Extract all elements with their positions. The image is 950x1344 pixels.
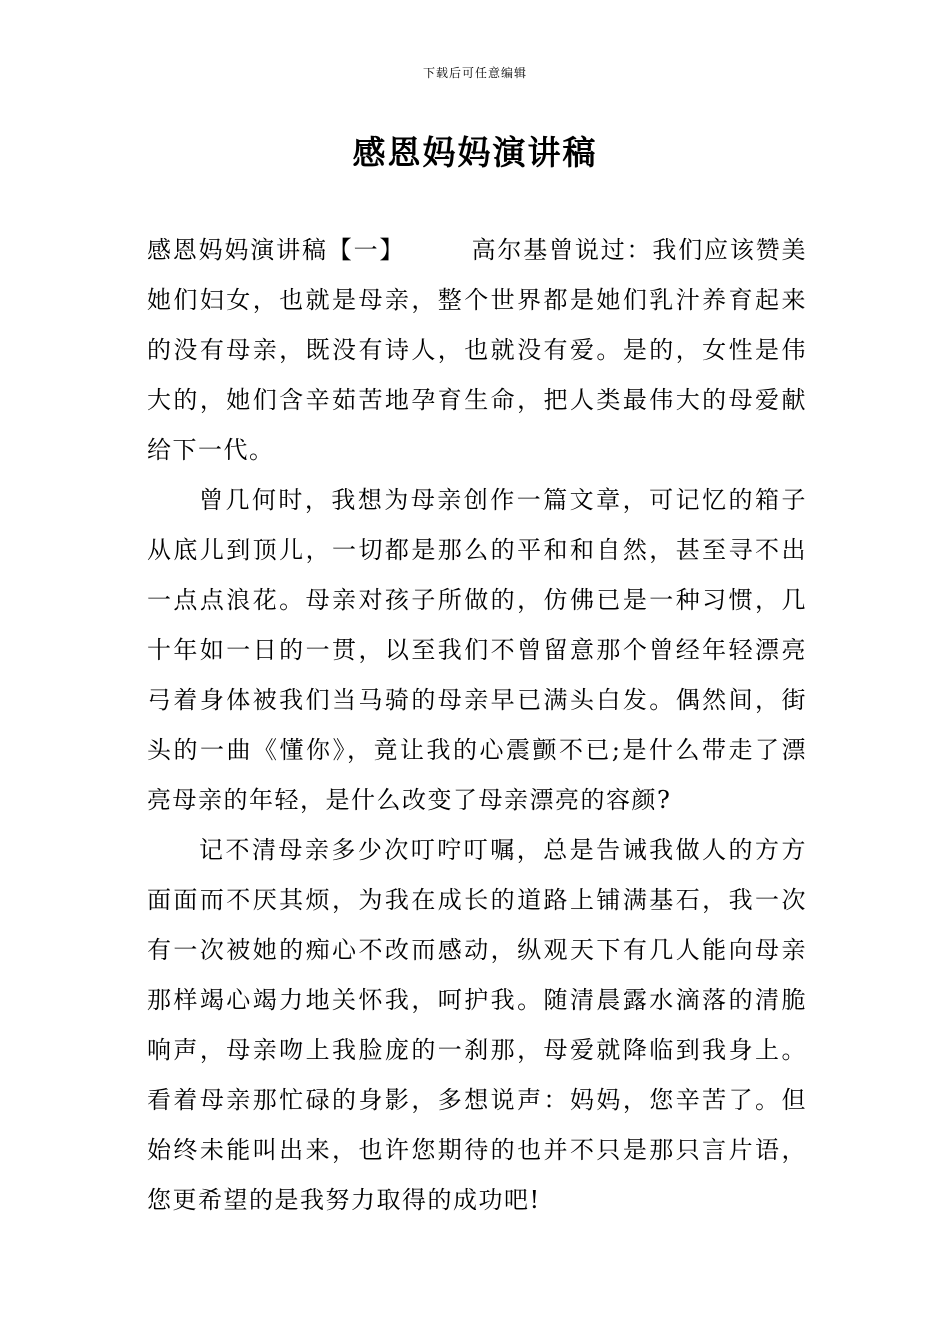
paragraph-1-text: 高尔基曾说过：我们应该赞美她们妇女，也就是母亲，整个世界都是她们乳汁养育起来的没有母亲，既没有诗人，也就没有爱。是的，女性是伟大的，她们含辛茹苦地孕育生命，把人类最伟大的母爱献给下一代。 bbox=[147, 236, 808, 464]
paragraph-2: 曾几何时，我想为母亲创作一篇文章，可记忆的箱子从底儿到顶儿，一切都是那么的平和和自然，甚至寻不出一点点浪花。母亲对孩子所做的，仿佛已是一种习惯，几十年如一日的一贯，以至我们不曾留意那个曾经年轻漂亮弓着身体被我们当马骑的母亲早已满头白发。偶然间，街头的一曲《懂你》，竟让我的心震颤不已;是什么带走了漂亮母亲的年轻，是什么改变了母亲漂亮的容颜? bbox=[147, 486, 807, 814]
document-body bbox=[147, 225, 807, 1225]
document-title: 感恩妈妈演讲稿 bbox=[352, 133, 598, 172]
paragraph-1 bbox=[147, 225, 807, 475]
header-note: 下载后可任意编辑 bbox=[422, 66, 527, 80]
paragraph-3: 记不清母亲多少次叮咛叮嘱，总是告诫我做人的方方面面而不厌其烦，为我在成长的道路上铺满基石，我一次有一次被她的痴心不改而感动，纵观天下有几人能向母亲那样竭心竭力地关怀我，呵护我。随清晨露水滴落的清脆响声，母亲吻上我脸庞的一刹那，母爱就降临到我身上。看着母亲那忙碌的身影，多想说声：妈妈，您辛苦了。但始终未能叫出来，也许您期待的也并不只是那只言片语，您更希望的是我努力取得的成功吧! bbox=[147, 836, 807, 1214]
section-label: 感恩妈妈演讲稿【一】 bbox=[147, 236, 406, 264]
